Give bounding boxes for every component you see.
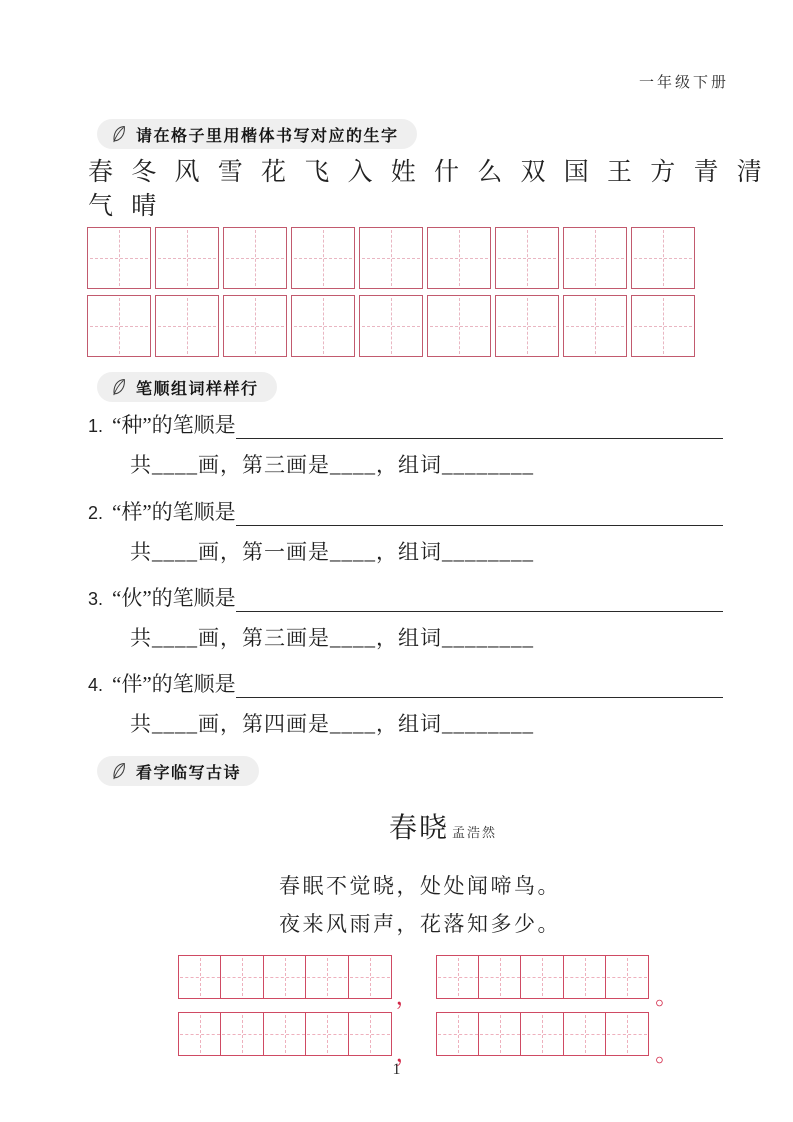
center-dash-horizontal [180, 977, 220, 978]
center-dash-horizontal [634, 326, 692, 327]
center-dash-horizontal [607, 1034, 647, 1035]
question-detail: 共____画，第三画是____，组词________ [130, 626, 534, 650]
answer-blank-line [236, 416, 723, 439]
tianzige-cell [87, 295, 151, 357]
poem-tianzige-cell [305, 1012, 349, 1056]
poem-title-row [389, 813, 497, 845]
poem-title: 春晓 [389, 813, 450, 844]
volume-label: 一年级下册 [638, 75, 729, 91]
poem-tianzige-cell [305, 955, 349, 999]
poem-practice-group [436, 1012, 650, 1056]
poem-practice-group [436, 955, 650, 999]
center-dash-horizontal [438, 1034, 478, 1035]
center-dash-horizontal [607, 977, 647, 978]
question-prompt: “种”的笔顺是 [112, 413, 236, 437]
answer-blank-line [236, 589, 723, 612]
question-prompt: “伴”的笔顺是 [112, 672, 236, 696]
center-dash-horizontal [226, 326, 284, 327]
poem-tianzige-cell [605, 1012, 649, 1056]
center-dash-horizontal [222, 977, 262, 978]
leaf-icon [111, 378, 127, 397]
tianzige-cell [223, 227, 287, 289]
question-4 [88, 671, 723, 737]
poem-tianzige-cell [263, 955, 307, 999]
poem-tianzige-cell [563, 955, 607, 999]
answer-blank-line [236, 675, 723, 698]
center-dash-horizontal [180, 1034, 220, 1035]
tianzige-cell [631, 227, 695, 289]
center-dash-horizontal [566, 326, 624, 327]
center-dash-horizontal [226, 258, 284, 259]
center-dash-horizontal [480, 1034, 520, 1035]
poem-tianzige-cell [436, 955, 480, 999]
center-dash-horizontal [498, 258, 556, 259]
question-1 [88, 412, 723, 478]
center-dash-horizontal [430, 258, 488, 259]
leaf-icon [111, 125, 127, 144]
poem-tianzige-cell [436, 1012, 480, 1056]
poem-tianzige-cell [263, 1012, 307, 1056]
center-dash-horizontal [158, 326, 216, 327]
character-list-line-1: 春 冬 风 雪 花 飞 入 姓 什 么 双 国 王 方 青 清 [88, 159, 768, 186]
center-dash-horizontal [265, 977, 305, 978]
tianzige-cell [291, 227, 355, 289]
center-dash-horizontal [294, 258, 352, 259]
question-detail: 共____画，第四画是____，组词________ [130, 712, 534, 736]
poem-tianzige-cell [520, 1012, 564, 1056]
tianzige-cell [155, 295, 219, 357]
center-dash-horizontal [565, 977, 605, 978]
poem-line-1: 春眠不觉晓，处处闻啼鸟。 [279, 874, 561, 898]
question-prompt: “伙”的笔顺是 [112, 586, 236, 610]
tianzige-cell [495, 295, 559, 357]
poem-tianzige-cell [348, 1012, 392, 1056]
question-detail: 共____画，第三画是____，组词________ [130, 453, 534, 477]
center-dash-horizontal [90, 258, 148, 259]
character-list-line-2: 气 晴 [88, 193, 163, 220]
poem-tianzige-cell [478, 955, 522, 999]
center-dash-horizontal [294, 326, 352, 327]
tianzige-cell [631, 295, 695, 357]
practice-grid-row-2 [87, 295, 695, 357]
section-title: 看字临写古诗 [136, 764, 242, 782]
center-dash-horizontal [307, 1034, 347, 1035]
question-prompt: “样”的笔顺是 [112, 500, 236, 524]
center-dash-horizontal [362, 326, 420, 327]
tianzige-cell [359, 227, 423, 289]
question-detail: 共____画，第一画是____，组词________ [130, 540, 534, 564]
poem-practice-row-1 [178, 955, 679, 1009]
leaf-icon [111, 762, 127, 781]
section-header-write-characters [97, 119, 417, 149]
red-period: 。 [655, 1041, 679, 1066]
poem-author: 孟浩然 [452, 825, 498, 841]
poem-practice-group [178, 955, 392, 999]
tianzige-cell [155, 227, 219, 289]
center-dash-horizontal [438, 977, 478, 978]
center-dash-horizontal [362, 258, 420, 259]
question-number: 1. [88, 416, 104, 436]
poem-tianzige-cell [220, 955, 264, 999]
red-period: 。 [655, 984, 679, 1009]
center-dash-horizontal [566, 258, 624, 259]
center-dash-horizontal [350, 1034, 390, 1035]
center-dash-horizontal [90, 326, 148, 327]
tianzige-cell [563, 295, 627, 357]
section-title: 请在格子里用楷体书写对应的生字 [136, 127, 399, 145]
red-comma: ， [395, 984, 419, 1009]
tianzige-cell [495, 227, 559, 289]
center-dash-horizontal [222, 1034, 262, 1035]
tianzige-cell [223, 295, 287, 357]
center-dash-horizontal [265, 1034, 305, 1035]
center-dash-horizontal [350, 977, 390, 978]
tianzige-cell [291, 295, 355, 357]
tianzige-cell [359, 295, 423, 357]
center-dash-horizontal [522, 1034, 562, 1035]
poem-tianzige-cell [178, 1012, 222, 1056]
poem-practice-group [178, 1012, 392, 1056]
question-number: 3. [88, 589, 104, 609]
tianzige-cell [563, 227, 627, 289]
poem-tianzige-cell [348, 955, 392, 999]
question-3 [88, 585, 723, 651]
poem-tianzige-cell [478, 1012, 522, 1056]
poem-line-2: 夜来风雨声，花落知多少。 [279, 912, 561, 936]
section-title: 笔顺组词样样行 [136, 380, 259, 398]
center-dash-horizontal [307, 977, 347, 978]
center-dash-horizontal [430, 326, 488, 327]
poem-tianzige-cell [563, 1012, 607, 1056]
answer-blank-line [236, 503, 723, 526]
poem-tianzige-cell [520, 955, 564, 999]
page-number: 1 [392, 1061, 401, 1078]
center-dash-horizontal [522, 977, 562, 978]
section-header-copy-poem [97, 756, 259, 786]
tianzige-cell [427, 295, 491, 357]
section-header-stroke-order [97, 372, 277, 402]
center-dash-horizontal [498, 326, 556, 327]
red-comma: ， [395, 1041, 419, 1066]
question-number: 4. [88, 675, 104, 695]
poem-tianzige-cell [178, 955, 222, 999]
practice-grid-row-1 [87, 227, 695, 289]
poem-tianzige-cell [220, 1012, 264, 1056]
poem-practice-row-2 [178, 1012, 679, 1066]
question-number: 2. [88, 503, 104, 523]
center-dash-horizontal [158, 258, 216, 259]
poem-tianzige-cell [605, 955, 649, 999]
center-dash-horizontal [480, 977, 520, 978]
tianzige-cell [427, 227, 491, 289]
tianzige-cell [87, 227, 151, 289]
center-dash-horizontal [634, 258, 692, 259]
center-dash-horizontal [565, 1034, 605, 1035]
question-2 [88, 499, 723, 565]
